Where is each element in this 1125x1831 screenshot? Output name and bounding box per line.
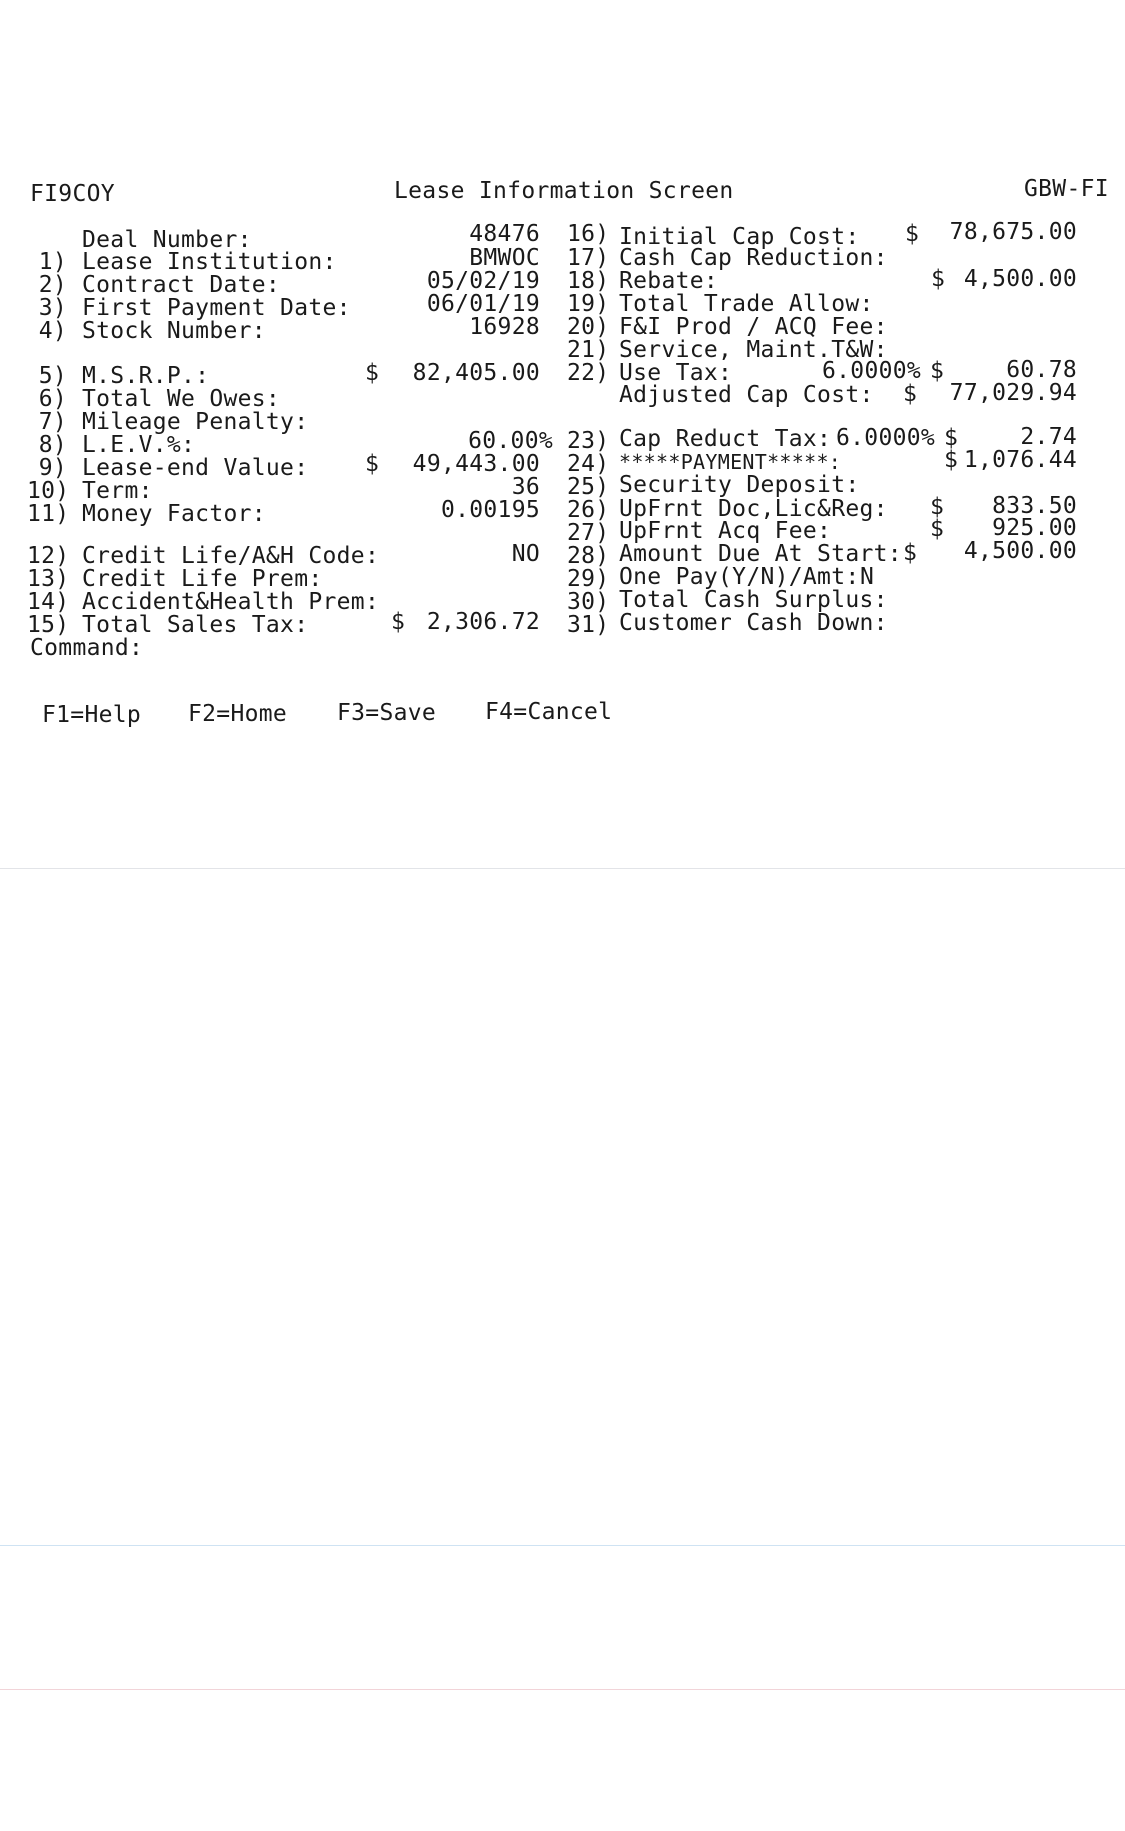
divider (0, 1545, 1125, 1546)
money-factor-field[interactable]: 0.00195 (440, 497, 540, 523)
field-number: 1) (38, 249, 67, 275)
divider (0, 868, 1125, 869)
f3-save-key[interactable]: F3=Save (337, 700, 437, 726)
rebate-label: Rebate: (619, 268, 719, 294)
field-number: 6) (38, 386, 67, 412)
amount-due-at-start-field[interactable]: 4,500.00 (963, 538, 1077, 564)
dollar-sign: $ (930, 494, 945, 520)
field-number: 13) (27, 566, 70, 592)
cap-reduct-tax-field[interactable]: 2.74 (1020, 424, 1077, 450)
field-number: 20) (567, 314, 610, 340)
mileage-penalty-label: Mileage Penalty: (82, 409, 309, 435)
upfrnt-acq-fee-label: UpFrnt Acq Fee: (619, 518, 832, 544)
dollar-sign: $ (905, 221, 920, 247)
lease-end-value-field[interactable]: 49,443.00 (412, 451, 540, 477)
payment-field[interactable]: 1,076.44 (963, 447, 1077, 473)
total-we-owes-label: Total We Owes: (82, 386, 281, 412)
dollar-sign: $ (930, 516, 945, 542)
upfrnt-doc-lic-reg-field[interactable]: 833.50 (992, 493, 1077, 519)
service-maint-tw-label: Service, Maint.T&W: (619, 337, 888, 363)
field-number: 28) (567, 543, 610, 569)
lease-institution-label: Lease Institution: (82, 249, 337, 275)
amount-due-at-start-label: Amount Due At Start: (619, 541, 902, 567)
field-number: 29) (567, 566, 610, 592)
field-number: 14) (27, 589, 70, 615)
msrp-label: M.S.R.P.: (82, 363, 210, 389)
term-field[interactable]: 36 (511, 474, 540, 500)
dollar-sign: $ (930, 358, 945, 384)
money-factor-label: Money Factor: (82, 501, 266, 527)
customer-cash-down-label: Customer Cash Down: (619, 610, 888, 636)
screen-id: FI9COY (30, 181, 115, 207)
field-number: 8) (38, 432, 67, 458)
field-number: 11) (27, 501, 70, 527)
field-number: 5) (38, 363, 67, 389)
accident-health-prem-label: Accident&Health Prem: (82, 589, 380, 615)
security-deposit-label: Security Deposit: (619, 472, 860, 498)
field-number: 23) (567, 428, 610, 454)
field-number: 18) (567, 268, 610, 294)
field-number: 25) (567, 474, 610, 500)
adjusted-cap-cost-label: Adjusted Cap Cost: (619, 382, 874, 408)
one-pay-field[interactable]: N (860, 564, 875, 590)
field-number: 2) (38, 272, 67, 298)
cash-cap-reduction-label: Cash Cap Reduction: (619, 245, 888, 271)
rebate-field[interactable]: 4,500.00 (963, 266, 1077, 292)
field-number: 15) (27, 612, 70, 638)
contract-date-label: Contract Date: (82, 272, 281, 298)
field-number: 22) (567, 360, 610, 386)
field-number: 4) (38, 318, 67, 344)
field-number: 3) (38, 295, 67, 321)
field-number: 21) (567, 337, 610, 363)
upfrnt-acq-fee-field[interactable]: 925.00 (992, 515, 1077, 541)
system-id: GBW-FI (1024, 176, 1109, 202)
dollar-sign: $ (944, 425, 959, 451)
field-number: 16) (567, 221, 610, 247)
stock-number-label: Stock Number: (82, 318, 266, 344)
fi-prod-acq-fee-label: F&I Prod / ACQ Fee: (619, 314, 888, 340)
use-tax-label: Use Tax: (619, 360, 733, 386)
contract-date-field[interactable]: 05/02/19 (426, 268, 540, 294)
deal-number-label: Deal Number: (82, 227, 252, 253)
deal-number-value: 48476 (469, 221, 540, 247)
term-label: Term: (82, 478, 153, 504)
initial-cap-cost-label: Initial Cap Cost: (619, 224, 860, 250)
one-pay-label: One Pay(Y/N)/Amt: (619, 564, 860, 590)
adjusted-cap-cost-value: 77,029.94 (949, 380, 1077, 406)
stock-number-field[interactable]: 16928 (469, 314, 540, 340)
field-number: 17) (567, 245, 610, 271)
initial-cap-cost-field[interactable]: 78,675.00 (949, 219, 1077, 245)
total-sales-tax-label: Total Sales Tax: (82, 612, 309, 638)
field-number: 26) (567, 497, 610, 523)
f4-cancel-key[interactable]: F4=Cancel (485, 699, 613, 725)
dollar-sign: $ (931, 266, 946, 292)
field-number: 10) (27, 478, 70, 504)
field-number: 24) (567, 451, 610, 477)
lev-percent-field[interactable]: 60.00% (468, 428, 553, 454)
command-input[interactable] (138, 635, 438, 661)
divider (0, 1689, 1125, 1690)
field-number: 7) (38, 409, 67, 435)
field-number: 12) (27, 543, 70, 569)
dollar-sign: $ (391, 609, 406, 635)
total-sales-tax-field[interactable]: 2,306.72 (426, 609, 540, 635)
f2-home-key[interactable]: F2=Home (188, 701, 288, 727)
total-cash-surplus-label: Total Cash Surplus: (619, 587, 888, 613)
lev-percent-label: L.E.V.%: (82, 432, 196, 458)
field-number: 30) (567, 589, 610, 615)
lease-end-value-label: Lease-end Value: (82, 455, 309, 481)
credit-life-prem-label: Credit Life Prem: (82, 566, 323, 592)
field-number: 9) (38, 455, 67, 481)
msrp-field[interactable]: 82,405.00 (412, 360, 540, 386)
payment-label: *****PAYMENT*****: (619, 450, 842, 474)
field-number: 19) (567, 291, 610, 317)
field-number: 27) (567, 520, 610, 546)
f1-help-key[interactable]: F1=Help (42, 702, 142, 728)
dollar-sign: $ (903, 540, 918, 566)
command-label: Command: (30, 635, 144, 661)
dollar-sign: $ (903, 381, 918, 407)
credit-life-ah-code-field[interactable]: NO (511, 541, 540, 567)
upfrnt-doc-lic-reg-label: UpFrnt Doc,Lic&Reg: (619, 496, 888, 522)
dollar-sign: $ (944, 447, 959, 473)
cap-reduct-tax-label: Cap Reduct Tax: (619, 426, 832, 452)
dollar-sign: $ (365, 451, 380, 477)
field-number: 31) (567, 612, 610, 638)
total-trade-allow-label: Total Trade Allow: (619, 291, 874, 317)
credit-life-ah-code-label: Credit Life/A&H Code: (82, 543, 380, 569)
dollar-sign: $ (365, 360, 380, 386)
screen-title: Lease Information Screen (394, 178, 734, 204)
first-payment-date-label: First Payment Date: (82, 295, 351, 321)
use-tax-field[interactable]: 60.78 (1006, 357, 1077, 383)
first-payment-date-field[interactable]: 06/01/19 (426, 291, 540, 317)
lease-institution-field[interactable]: BMWOC (469, 245, 540, 271)
cap-reduct-tax-rate-field[interactable]: 6.0000% (836, 425, 936, 451)
use-tax-rate-field[interactable]: 6.0000% (822, 358, 922, 384)
